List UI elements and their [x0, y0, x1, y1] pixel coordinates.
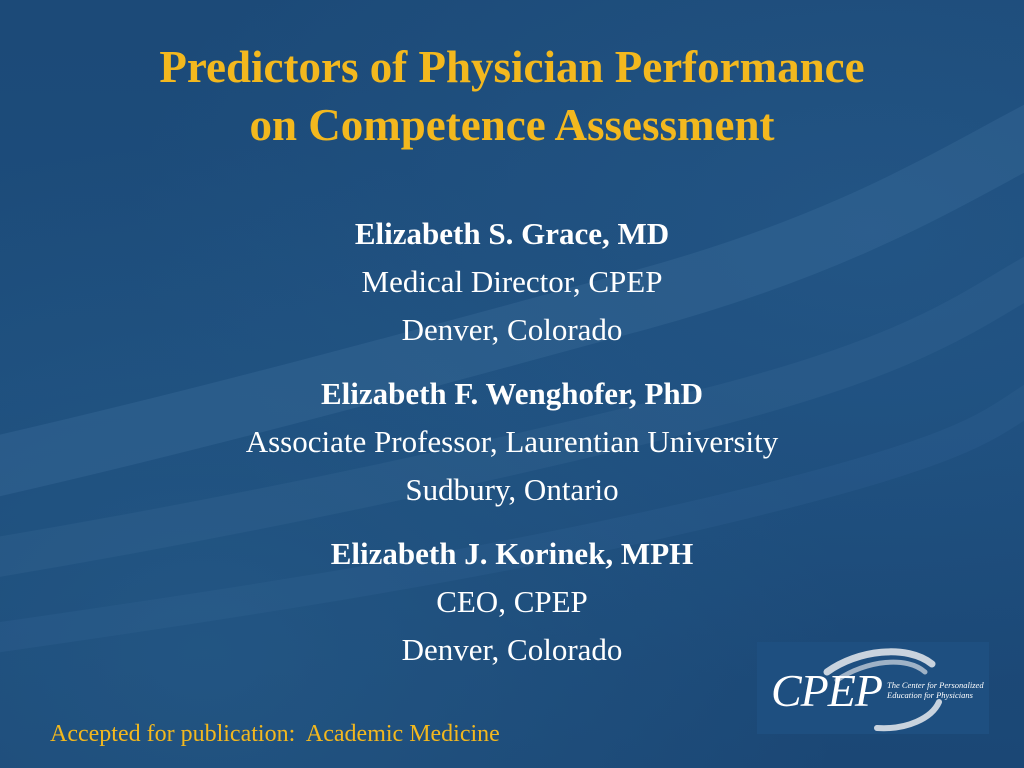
title-line-1: Predictors of Physician Performance: [159, 42, 865, 92]
author-location: Denver, Colorado: [401, 632, 623, 667]
author-role: Medical Director, CPEP: [361, 264, 663, 299]
cpep-logo: [757, 642, 989, 734]
publication-note: Accepted for publication: Academic Medicine: [50, 721, 500, 747]
author-location: Denver, Colorado: [401, 312, 623, 347]
title-line-2: on Competence Assessment: [249, 100, 775, 150]
author-role: Associate Professor, Laurentian University: [245, 424, 779, 459]
author-name: Elizabeth S. Grace, MD: [354, 216, 670, 251]
logo-tagline-line-1: The Center for Personalized: [887, 680, 984, 690]
logo-wordmark: CPEP: [771, 665, 882, 716]
author-name: Elizabeth F. Wenghofer, PhD: [320, 376, 704, 411]
slide-title: [0, 38, 1024, 154]
logo-tagline: [887, 680, 987, 700]
author-name: Elizabeth J. Korinek, MPH: [330, 536, 694, 571]
author-block-1: [0, 210, 1024, 354]
author-block-2: [0, 370, 1024, 514]
logo-tagline-line-2: Education for Physicians: [887, 690, 973, 700]
author-role: CEO, CPEP: [436, 584, 588, 619]
author-location: Sudbury, Ontario: [405, 472, 619, 507]
